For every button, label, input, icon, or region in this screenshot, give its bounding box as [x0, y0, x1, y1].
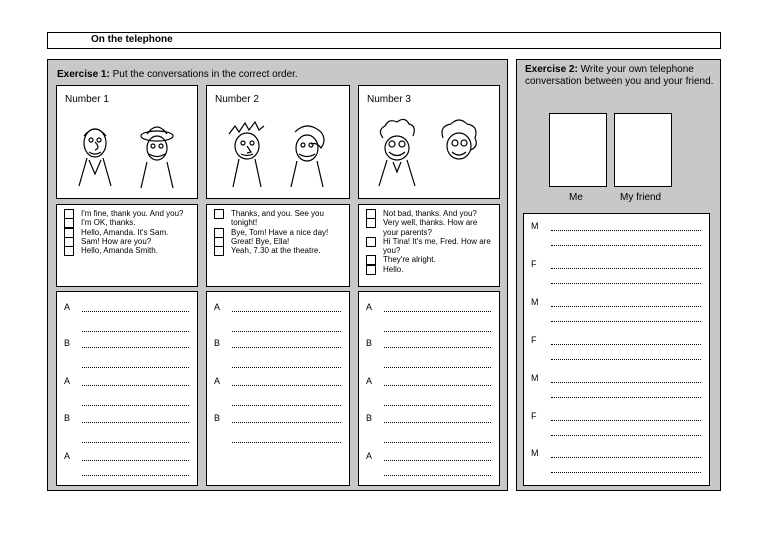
picture-box-2	[206, 85, 350, 199]
exercise1-heading	[57, 69, 298, 81]
sentence-box-3	[358, 204, 500, 287]
sentence-box-1	[56, 204, 198, 287]
answer-box-1	[56, 291, 198, 486]
answer-row[interactable]: A	[214, 302, 341, 314]
sentence-item[interactable]: They're alright.	[366, 255, 495, 264]
sentence-item[interactable]: Hello, Amanda Smith.	[64, 246, 193, 255]
me-picture-frame[interactable]	[549, 113, 607, 187]
number-label-3: Number 3	[367, 94, 411, 105]
sentence-list-2	[214, 209, 345, 255]
writing-row[interactable]: M	[531, 373, 701, 385]
conversation-writing-box	[523, 213, 710, 486]
writing-row[interactable]: M	[531, 297, 701, 309]
sentence-item[interactable]: I'm fine, thank you. And you?	[64, 209, 193, 218]
writing-row[interactable]: M	[531, 448, 701, 460]
answer-box-2	[206, 291, 350, 486]
exercise2-instruction: Write your own telephone conversation between you and your friend.	[525, 64, 714, 87]
exercise1-instruction: Put the conversations in the correct order.	[109, 69, 298, 80]
order-checkbox[interactable]	[64, 246, 74, 256]
answer-row[interactable]: B	[366, 338, 491, 350]
writing-row[interactable]: F	[531, 335, 701, 347]
answer-row[interactable]: B	[214, 413, 341, 425]
page-title: On the telephone	[91, 34, 173, 45]
exercise1-label: Exercise 1:	[57, 69, 110, 80]
answer-row[interactable]: B	[64, 338, 189, 350]
answer-row[interactable]: A	[366, 302, 491, 314]
answer-row[interactable]: A	[64, 376, 189, 388]
sentence-item[interactable]: I'm OK, thanks.	[64, 218, 193, 227]
order-checkbox[interactable]	[214, 246, 224, 256]
friend-picture-frame[interactable]	[614, 113, 672, 187]
order-checkbox[interactable]	[366, 218, 376, 228]
order-checkbox[interactable]	[214, 209, 224, 219]
sentence-item[interactable]: Hello, Amanda. It's Sam.	[64, 228, 193, 237]
answer-row[interactable]: B	[366, 413, 491, 425]
writing-row[interactable]: F	[531, 411, 701, 423]
answer-row[interactable]: A	[366, 451, 491, 463]
answer-row[interactable]: B	[64, 413, 189, 425]
number-label-1: Number 1	[65, 94, 109, 105]
exercise2-panel	[516, 59, 721, 491]
cartoon-people-image-2	[207, 86, 351, 200]
friend-caption: My friend	[620, 192, 662, 203]
answer-row[interactable]: A	[64, 451, 189, 463]
picture-box-3	[358, 85, 500, 199]
sentence-item[interactable]: Very well, thanks. How are your parents?	[366, 218, 495, 237]
sentence-item[interactable]: Thanks, and you. See you tonight!	[214, 209, 345, 228]
title-bar	[47, 32, 721, 49]
sentence-item[interactable]: Not bad, thanks. And you?	[366, 209, 495, 218]
sentence-box-2	[206, 204, 350, 287]
writing-row[interactable]: M	[531, 221, 701, 233]
exercise2-label: Exercise 2:	[525, 64, 578, 75]
sentence-item[interactable]: Great! Bye, Ella!	[214, 237, 345, 246]
answer-box-3	[358, 291, 500, 486]
cartoon-people-image-3	[359, 86, 501, 200]
picture-box-1	[56, 85, 198, 199]
writing-row[interactable]: F	[531, 259, 701, 271]
answer-row[interactable]: A	[214, 376, 341, 388]
cartoon-people-image-1	[57, 86, 199, 200]
sentence-item[interactable]: Bye, Tom! Have a nice day!	[214, 228, 345, 237]
order-checkbox[interactable]	[366, 237, 376, 247]
sentence-item[interactable]: Sam! How are you?	[64, 237, 193, 246]
sentence-item[interactable]: Hello.	[366, 265, 495, 274]
sentence-list-1	[64, 209, 193, 255]
sentence-list-3	[366, 209, 495, 274]
sentence-item[interactable]: Hi Tina! It's me, Fred. How are you?	[366, 237, 495, 256]
exercise1-panel	[47, 59, 508, 491]
exercise2-heading	[525, 64, 717, 88]
answer-row[interactable]: A	[64, 302, 189, 314]
sentence-item[interactable]: Yeah, 7.30 at the theatre.	[214, 246, 345, 255]
me-caption: Me	[569, 192, 583, 203]
number-label-2: Number 2	[215, 94, 259, 105]
answer-row[interactable]: B	[214, 338, 341, 350]
answer-row[interactable]: A	[366, 376, 491, 388]
order-checkbox[interactable]	[366, 265, 376, 275]
